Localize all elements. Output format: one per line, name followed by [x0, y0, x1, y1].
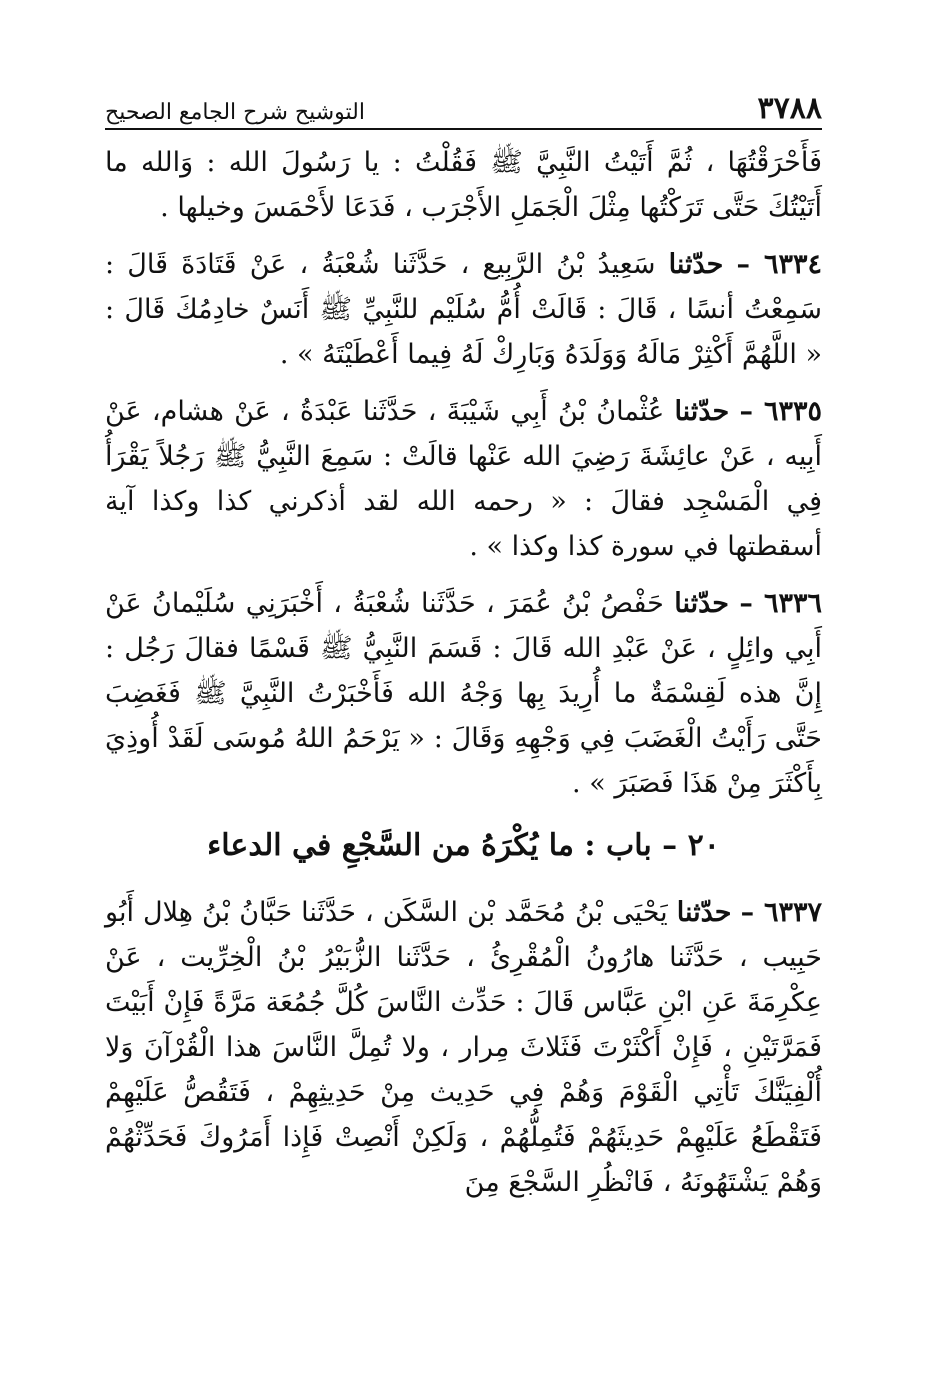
running-title: التوشيح شرح الجامع الصحيح	[105, 100, 365, 125]
hadith-6337	[105, 890, 822, 1205]
hadith-text: سَعِيدُ بْنُ الرَّبِيع ، حَدَّثَنا شُعْبَةُ ، عَنْ قَتَادَةَ قَالَ : سَمِعْتُ أنسًا ، قَالَ : قَالَتْ أُمُّ سُلَيْم للنَّبِيِّ ﷺ أَنَسٌ خادِمُكَ قَالَ : « اللَّهُمَّ أَكْثِرْ مَالَهُ وَوَلَدَهُ وَبَارِكْ لَهُ فِيما أَعْطَيْتَهُ » .	[105, 249, 822, 370]
page-number: ٣٧٨٨	[757, 91, 822, 126]
hadith-number: ٦٣٣٥ –	[739, 396, 822, 427]
hadith-lead: حدّثنا	[676, 897, 732, 928]
hadith-6336	[105, 581, 822, 806]
hadith-text: حَفْصُ بْنُ عُمَرَ ، حَدَّثَنا شُعْبَةُ ، أَخْبَرَنِي سُلَيْمانُ عَنْ أَبِي وائِلٍ ، عَنْ عَبْدِ الله قَالَ : قَسَمَ النَّبِيُّ ﷺ قَسْمًا فقالَ رَجُل : إِنَّ هذه لَقِسْمَةٌ ما أُرِيدَ بِها وَجْهُ الله فَأَخْبَرْتُ النَّبِيَّ ﷺ فَغَضِبَ حَتَّى رَأَيْتُ الْغَضَبَ فِي وَجْهِهِ وَقَالَ : « يَرْحَمُ اللهُ مُوسَى لَقَدْ أُوذِيَ بِأَكْثَرَ مِنْ هَذَا فَصَبَرَ » .	[105, 588, 822, 799]
hadith-6335	[105, 389, 822, 569]
hadith-6334	[105, 242, 822, 377]
hadith-text: عُثْمانُ بْنُ أَبِي شَيْبَةَ ، حَدَّثَنا عَبْدَةُ ، عَنْ هشام، عَنْ أَبِيه ، عَنْ عائِشَةَ رَضِيَ الله عَنْها قالَتْ : سَمِعَ النَّبِيُّ ﷺ رَجُلاً يَقْرَأُ فِي الْمَسْجِد فقالَ : « رحمه الله لقد أذكرني كذا وكذا آية أسقطتها في سورة كذا وكذا » .	[105, 396, 822, 562]
paragraph-text: فَأَحْرَقْتُهَا ، ثُمَّ أَتَيْتُ النَّبِيَّ ﷺ فَقُلْتُ : يا رَسُولَ الله : وَالله ما أَتَيْتُكَ حَتَّى تَرَكْتُها مِثْلَ الْجَمَلِ الأَجْرَب ، فَدَعَا لأَحْمَسَ وخيلها .	[105, 147, 822, 223]
hadith-text: يَحْيَى بْنُ مُحَمَّد بْن السَّكَن ، حَدَّثَنا حَبَّانُ بْنُ هِلال أَبُو حَبِيب ، حَدَّثَنا هارُونُ الْمُقْرِئُ ، حَدَّثَنا الزُّبَيْرُ بْنُ الْخِرِّيت ، عَنْ عِكْرِمَةَ عَنِ ابْنِ عَبَّاس قَالَ : حَدِّث النَّاسَ كُلَّ جُمُعَة مَرَّةً فَإِنْ أَبَيْتَ فَمَرَّتَيْنِ ، فَإِنْ أَكْثَرْتَ فَثَلاثَ مِرار ، ولا تُمِلَّ النَّاسَ هذا الْقُرْآنَ وَلا أُلْفِيَنَّكَ تَأْتِي الْقَوْمَ وَهُمْ فِي حَدِيث مِنْ حَدِيثِهِمْ ، فَتَقُصُّ عَلَيْهِمْ فَتَقْطَعُ عَلَيْهِمْ حَدِيثَهُمْ فَتُمِلُّهُمْ ، وَلَكِنْ أَنْصِتْ فَإِذا أَمَرُوكَ فَحَدِّثْهُمْ وَهُمْ يَشْتَهُونَهُ ، فَانْظُرِ السَّجْعَ مِنَ	[105, 897, 822, 1198]
hadith-lead: حدّثنا	[674, 588, 729, 619]
body-text	[105, 140, 822, 1217]
page-header	[105, 86, 822, 130]
paragraph-continuation	[105, 140, 822, 230]
hadith-lead: حدّثنا	[674, 396, 730, 427]
hadith-number: ٦٣٣٦ –	[739, 588, 822, 619]
chapter-heading: ٢٠ – باب : ما يُكْرَهُ من السَّجْعِ في الدعاء	[207, 828, 720, 863]
hadith-lead: حدّثنا	[668, 249, 724, 280]
hadith-number: ٦٣٣٤ –	[736, 249, 822, 280]
hadith-number: ٦٣٣٧ –	[740, 897, 822, 928]
